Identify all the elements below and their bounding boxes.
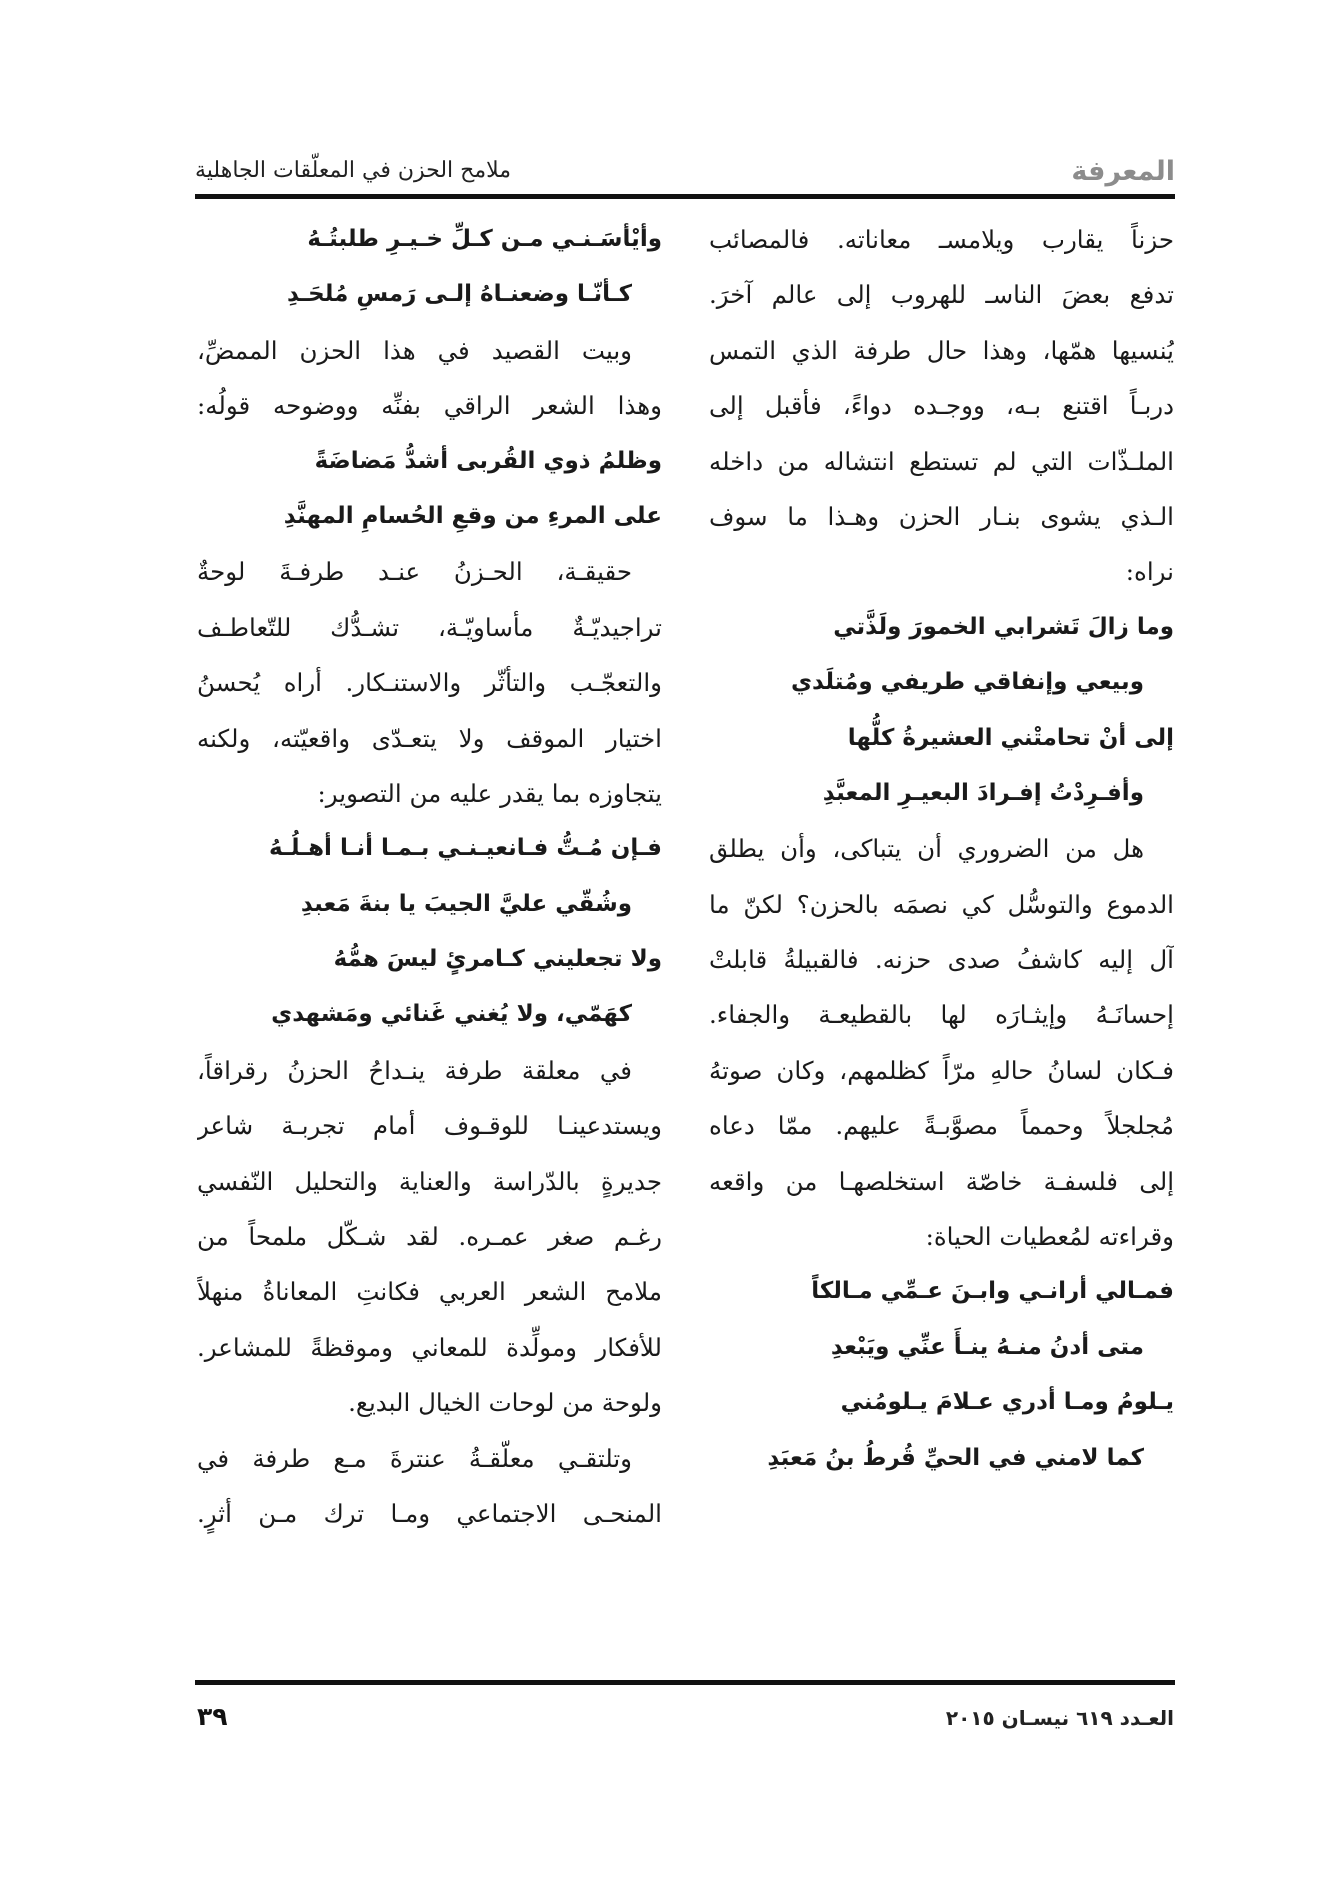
verse-line: ولا تجعليني كـامرئٍ ليسَ همُّهُ [333, 946, 662, 973]
text-line: المنحـى الاجتماعي ومـا ترك مـن أثرٍ. [197, 1498, 662, 1528]
text-line: اختيار الموقف ولا يتعـدّى واقعيّته، ولكنه [197, 723, 662, 753]
text-line: آل إليه كاشفُ صدى حزنه. فالقبيلةُ قابلتْ [709, 945, 1174, 975]
text-line: حقيقـة، الحـزنُ عنـد طرفـةَ لوحةٌ [197, 557, 632, 587]
text-line: وبيت القصيد في هذا الحزن الممضِّ، [197, 335, 632, 365]
text-line: ويستدعينـا للوقـوف أمام تجربـة شاعر [197, 1111, 662, 1141]
verse-line: كهَمّي، ولا يُغني غَنائي ومَشهدي [271, 1001, 632, 1028]
magazine-logo: المعرفة [1071, 156, 1175, 187]
right-column [709, 212, 1174, 1486]
verse-line: كـأنّـا وضعنـاهُ إلـى رَمسِ مُلحَـدِ [287, 281, 632, 308]
text-line: مُجلجلاً وحمماً مصوَّبـةً عليهم. ممّا دعاه [709, 1111, 1174, 1141]
footer-rule [195, 1680, 1175, 1685]
text-line: نراه: [1125, 557, 1174, 587]
issue-info: العـدد ٦١٩ نيسـان ٢٠١٥ [945, 1706, 1174, 1730]
text-line: هل من الضروري أن يتباكى، وأن يطلق [709, 834, 1144, 864]
text-line: الملـذّات التي لم تستطع انتشاله من داخله [709, 446, 1174, 476]
text-line: تدفع بعضَ الناسـ للهروب إلى عالم آخرَ. [709, 280, 1174, 310]
verse-line: وبيعي وإنفاقي طريفي ومُتلَدي [790, 669, 1144, 696]
text-line: والتعجّـب والتأثّر والاستنـكار. أراه يُحسنُ [197, 668, 662, 698]
text-line: الـذي يشوى بنـار الحزن وهـذا ما سوف [709, 501, 1174, 531]
verse-line: وأفـرِدْتُ إفـرادَ البعيـرِ المعبَّدِ [822, 779, 1144, 806]
verse-line: فمـالي أرانـي وابـنَ عـمِّي مـالكاً [811, 1278, 1174, 1305]
text-line: وقراءته لمُعطيات الحياة: [925, 1222, 1174, 1252]
text-line: في معلقة طرفة ينـداحُ الحزنُ رقراقاً، [197, 1055, 632, 1085]
text-line: رغـم صغر عمـره. لقد شـكّل ملمحاً من [197, 1222, 662, 1252]
page-header [195, 150, 1175, 198]
text-line: وتلتقـي معلّقـةُ عنترةَ مـع طرفة في [197, 1443, 632, 1473]
text-line: الدموع والتوسُّل كي نصمَه بالحزن؟ لكنّ ما [709, 889, 1174, 919]
text-line: إلى فلسفـة خاصّة استخلصهـا من واقعه [709, 1166, 1174, 1196]
verse-line: وأيْأسَـنـي مـن كـلِّ خـيـرِ طلبتُـهُ [307, 226, 662, 252]
verse-line: يـلومُ ومـا أدري عـلامَ يـلومُني [840, 1389, 1174, 1416]
header-rule [195, 194, 1175, 199]
text-line: إحسانَـهُ وإيثـارَه لها بالقطيعـة والجفاء. [709, 1000, 1174, 1030]
page-number: ٣٩ [197, 1702, 228, 1731]
text-line: يُنسيها همّها، وهذا حال طرفة الذي التمس [709, 335, 1174, 365]
text-line: فـكان لسانُ حالهِ مرّاً كظلمهم، وكان صوتهُ [709, 1055, 1174, 1085]
text-line: حزناً يقارب ويلامسـ معاناته. فالمصائب [709, 225, 1174, 254]
text-line: وهذا الشعر الراقي بفنِّه ووضوحه قولُه: [197, 391, 662, 421]
verse-line: وشُقّي عليَّ الجيبَ يا بنةَ مَعبدِ [300, 890, 632, 917]
text-line: دربـاً اقتنع بـه، ووجـده دواءً، فأقبل إلى [709, 391, 1174, 421]
text-line: يتجاوزه بما يقدر عليه من التصوير: [317, 778, 662, 808]
verse-line: متى أدنُ منـهُ ينـأَ عنِّي ويَبْعدِ [830, 1333, 1144, 1360]
verse-line: إلى أنْ تحامتْني العشيرةُ كلُّها [847, 724, 1174, 751]
verse-line: فـإن مُـتُّ فـانعيـنـي بـمـا أنـا أهـلُـهُ [269, 835, 662, 862]
text-line: تراجيديّـةٌ مأساويّـة، تشـدُّك للتّعاطـف [197, 612, 662, 642]
text-line: جديرةٍ بالدّراسة والعناية والتحليل النّفسي [197, 1166, 662, 1196]
text-line: للأفكار ومولِّدة للمعاني وموقظةً للمشاعر. [197, 1332, 662, 1362]
left-column [197, 212, 662, 1541]
text-line: ولوحة من لوحات الخيال البديع. [348, 1388, 662, 1418]
verse-line: وما زالَ تَشرابي الخمورَ ولَذَّتي [833, 613, 1174, 640]
text-line: ملامح الشعر العربي فكانتِ المعاناةُ منهلاً [197, 1277, 662, 1307]
verse-line: كما لامني في الحيِّ قُرطُ بنُ مَعبَدِ [767, 1444, 1144, 1471]
verse-line: على المرءِ من وقعِ الحُسامِ المهنَّدِ [283, 502, 662, 529]
running-title: ملامح الحزن في المعلّقات الجاهلية [195, 158, 512, 183]
verse-line: وظلمُ ذوي القُربى أشدُّ مَضاضَةً [314, 447, 662, 474]
